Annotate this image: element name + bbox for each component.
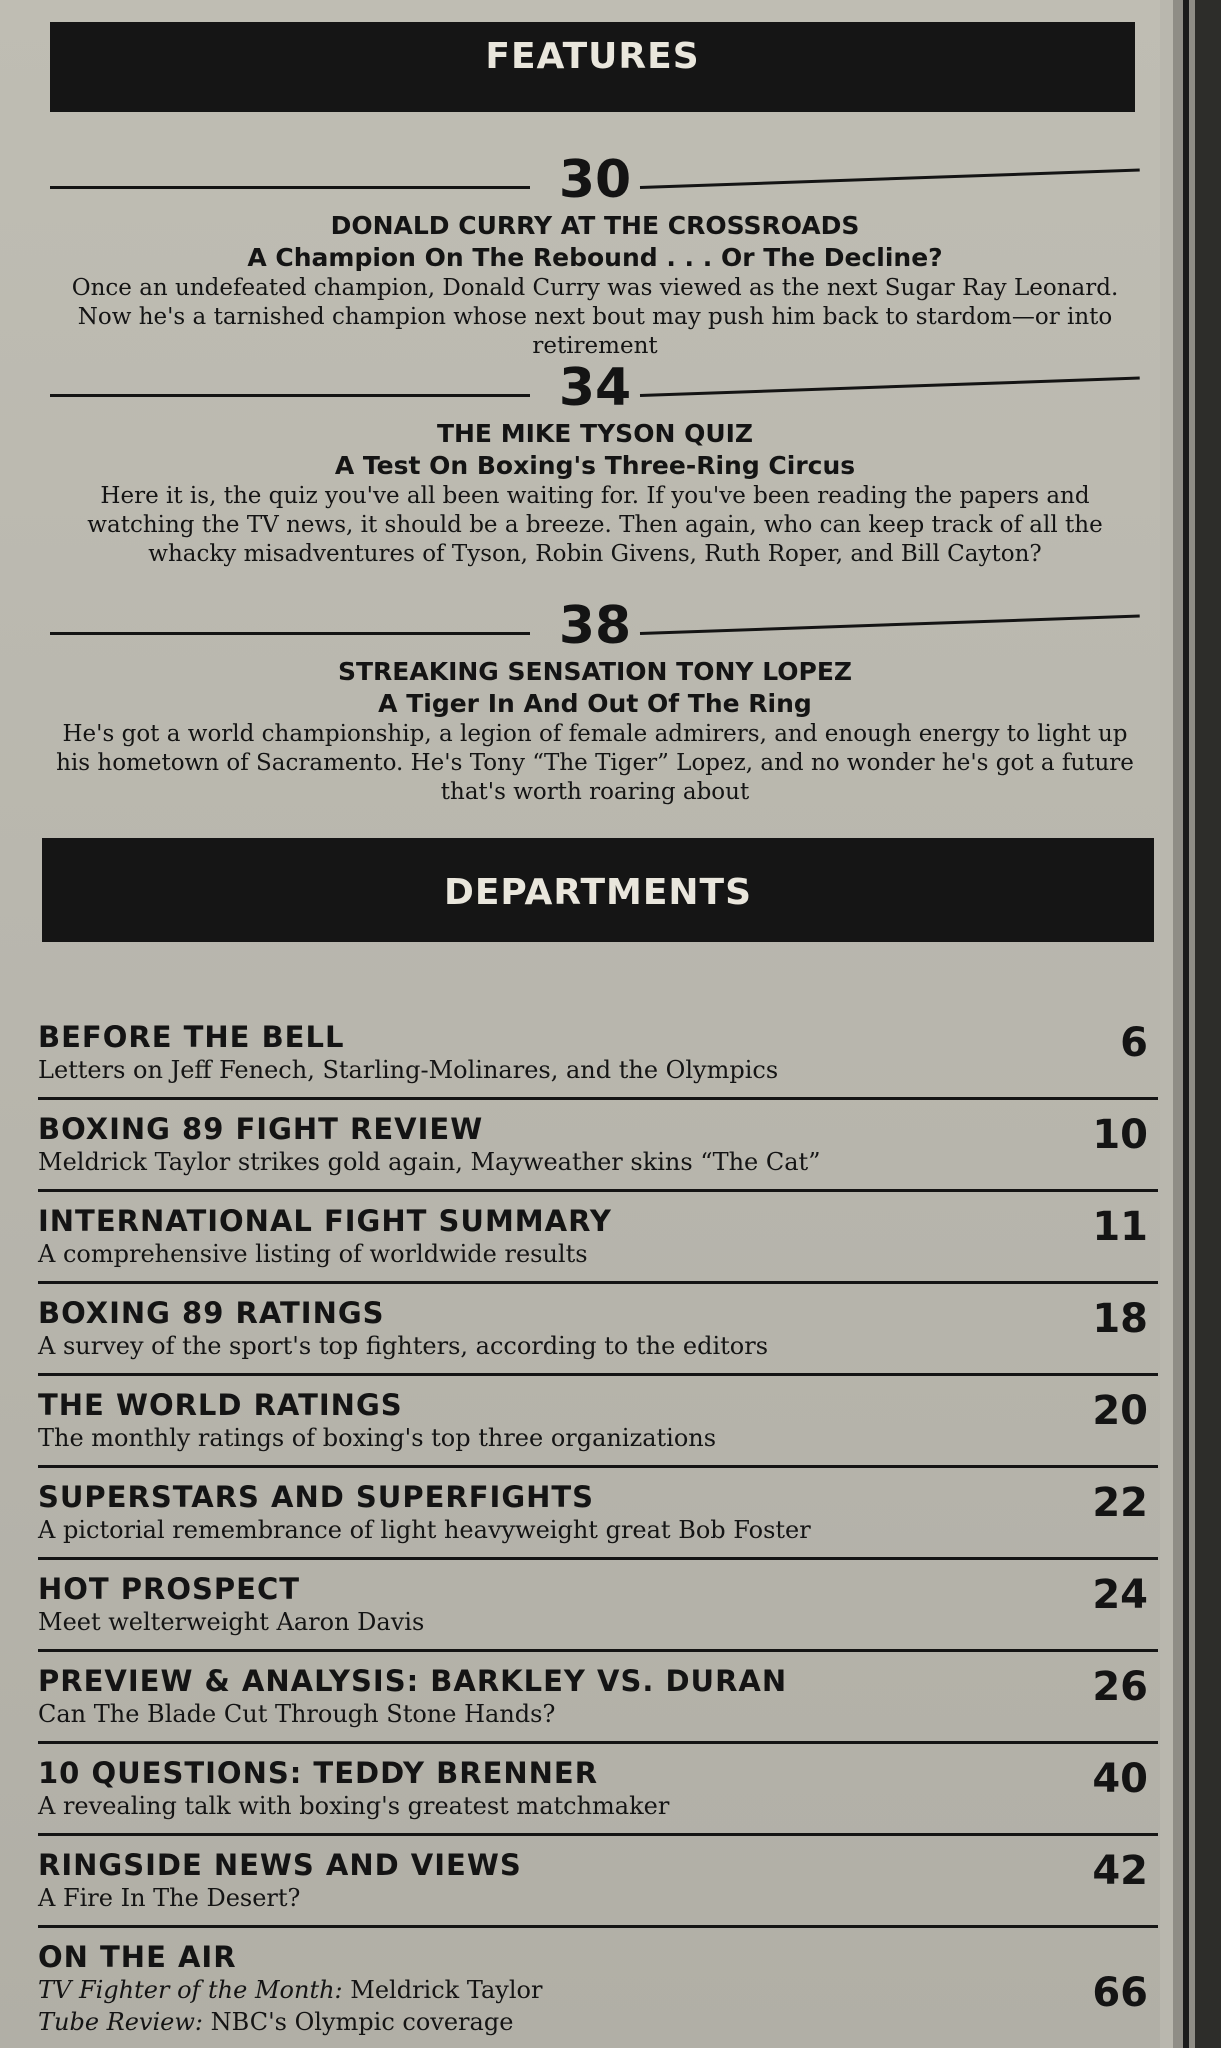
department-page-number: 20 bbox=[1092, 1388, 1148, 1434]
department-entry-on-the-air bbox=[38, 1940, 1158, 2038]
divider-rule bbox=[38, 1097, 1158, 1100]
department-entry bbox=[38, 1296, 1158, 1362]
department-description: Meet welterweight Aaron Davis bbox=[38, 1608, 425, 1636]
tv-fighter-label: TV Fighter of the Month: bbox=[38, 1976, 343, 2004]
department-page-number: 42 bbox=[1092, 1848, 1148, 1894]
department-page-number: 6 bbox=[1120, 1020, 1148, 1066]
department-description: A survey of the sport's top fighters, according to the editors bbox=[38, 1332, 769, 1360]
department-entry bbox=[38, 1664, 1158, 1730]
divider-rule bbox=[640, 377, 1140, 397]
department-title: RINGSIDE NEWS AND VIEWS bbox=[38, 1848, 522, 1882]
divider-rule bbox=[38, 1189, 1158, 1192]
department-title: BEFORE THE BELL bbox=[38, 1020, 345, 1054]
divider-rule bbox=[38, 1465, 1158, 1468]
department-description bbox=[38, 2006, 1158, 2038]
feature-description: Here it is, the quiz you've all been waiting for. If you've been reading the papers and watching the TV news, it should be a breeze. Then again, who can keep track of all the whacky misadventures of Tyson, Robin Givens, Ruth Roper, and Bill Cayton? bbox=[87, 483, 1103, 567]
divider-rule bbox=[38, 1281, 1158, 1284]
department-description: A Fire In The Desert? bbox=[38, 1884, 301, 1912]
feature-number-row bbox=[45, 150, 1145, 210]
department-page-number: 10 bbox=[1092, 1112, 1148, 1158]
divider-rule bbox=[38, 1557, 1158, 1560]
department-entry bbox=[38, 1112, 1158, 1178]
divider-rule bbox=[38, 1925, 1158, 1928]
department-entry bbox=[38, 1756, 1158, 1822]
divider-rule bbox=[50, 186, 530, 189]
tube-review-text: NBC's Olympic coverage bbox=[203, 2008, 514, 2036]
feature-subhead: A Test On Boxing's Three-Ring Circus bbox=[334, 451, 856, 480]
feature-number-row bbox=[45, 358, 1145, 418]
department-description: A comprehensive listing of worldwide results bbox=[38, 1240, 588, 1268]
feature-description: He's got a world championship, a legion of female admirers, and enough energy to light up his hometown of Sacramento. He's Tony “The Tiger” Lopez, and no wonder he's got a future that's worth roaring about bbox=[56, 721, 1134, 805]
department-page-number: 40 bbox=[1092, 1756, 1148, 1802]
feature-item bbox=[45, 358, 1145, 569]
feature-number-row bbox=[45, 596, 1145, 656]
department-page-number: 18 bbox=[1092, 1296, 1148, 1342]
feature-subhead: A Champion On The Rebound . . . Or The Decline? bbox=[247, 243, 943, 272]
divider-rule bbox=[50, 394, 530, 397]
feature-headline: DONALD CURRY AT THE CROSSROADS bbox=[330, 211, 860, 240]
divider-rule bbox=[38, 1649, 1158, 1652]
department-entry bbox=[38, 1204, 1158, 1270]
feature-page-number: 30 bbox=[558, 150, 632, 210]
department-description: Can The Blade Cut Through Stone Hands? bbox=[38, 1700, 556, 1728]
departments-banner: DEPARTMENTS bbox=[42, 838, 1154, 942]
divider-rule bbox=[38, 1741, 1158, 1744]
department-entry bbox=[38, 1848, 1158, 1914]
department-description: A pictorial remembrance of light heavyweight great Bob Foster bbox=[38, 1516, 811, 1544]
department-entry bbox=[38, 1480, 1158, 1546]
divider-rule bbox=[50, 632, 530, 635]
department-title: ON THE AIR bbox=[38, 1940, 237, 1974]
feature-item bbox=[45, 596, 1145, 807]
department-page-number: 66 bbox=[1092, 1970, 1148, 2016]
tube-review-label: Tube Review: bbox=[38, 2008, 203, 2036]
department-page-number: 22 bbox=[1092, 1480, 1148, 1526]
department-title: PREVIEW & ANALYSIS: BARKLEY VS. DURAN bbox=[38, 1664, 788, 1698]
adjacent-page-edge bbox=[1173, 0, 1221, 2048]
feature-page-number: 38 bbox=[558, 596, 632, 656]
department-entry bbox=[38, 1388, 1158, 1454]
feature-page-number: 34 bbox=[558, 358, 632, 418]
department-description bbox=[38, 1974, 1158, 2006]
feature-item bbox=[45, 150, 1145, 361]
department-page-number: 26 bbox=[1092, 1664, 1148, 1710]
divider-rule bbox=[38, 1373, 1158, 1376]
department-title: BOXING 89 RATINGS bbox=[38, 1296, 385, 1330]
department-title: 10 QUESTIONS: TEDDY BRENNER bbox=[38, 1756, 599, 1790]
feature-description: Once an undefeated champion, Donald Curry was viewed as the next Sugar Ray Leonard. Now he's a tarnished champion whose next bout may push him back to stardom—or into retirement bbox=[71, 275, 1119, 359]
features-banner: FEATURES bbox=[50, 22, 1135, 112]
feature-headline: STREAKING SENSATION TONY LOPEZ bbox=[337, 657, 853, 686]
divider-rule bbox=[38, 1833, 1158, 1836]
divider-rule bbox=[640, 615, 1140, 635]
department-title: BOXING 89 FIGHT REVIEW bbox=[38, 1112, 484, 1146]
feature-subhead: A Tiger In And Out Of The Ring bbox=[378, 689, 812, 718]
department-page-number: 11 bbox=[1092, 1204, 1148, 1250]
divider-rule bbox=[640, 169, 1140, 189]
tv-fighter-text: Meldrick Taylor bbox=[342, 1976, 543, 2004]
department-page-number: 24 bbox=[1092, 1572, 1148, 1618]
department-title: INTERNATIONAL FIGHT SUMMARY bbox=[38, 1204, 612, 1238]
feature-headline: THE MIKE TYSON QUIZ bbox=[436, 419, 754, 448]
department-description: Meldrick Taylor strikes gold again, Mayweather skins “The Cat” bbox=[38, 1148, 821, 1176]
department-entry bbox=[38, 1020, 1158, 1086]
department-description: The monthly ratings of boxing's top three organizations bbox=[38, 1424, 717, 1452]
department-description: A revealing talk with boxing's greatest matchmaker bbox=[38, 1792, 670, 1820]
department-entry bbox=[38, 1572, 1158, 1638]
department-title: SUPERSTARS AND SUPERFIGHTS bbox=[38, 1480, 595, 1514]
department-title: HOT PROSPECT bbox=[38, 1572, 301, 1606]
department-title: THE WORLD RATINGS bbox=[38, 1388, 403, 1422]
department-description: Letters on Jeff Fenech, Starling-Molinares, and the Olympics bbox=[38, 1056, 779, 1084]
